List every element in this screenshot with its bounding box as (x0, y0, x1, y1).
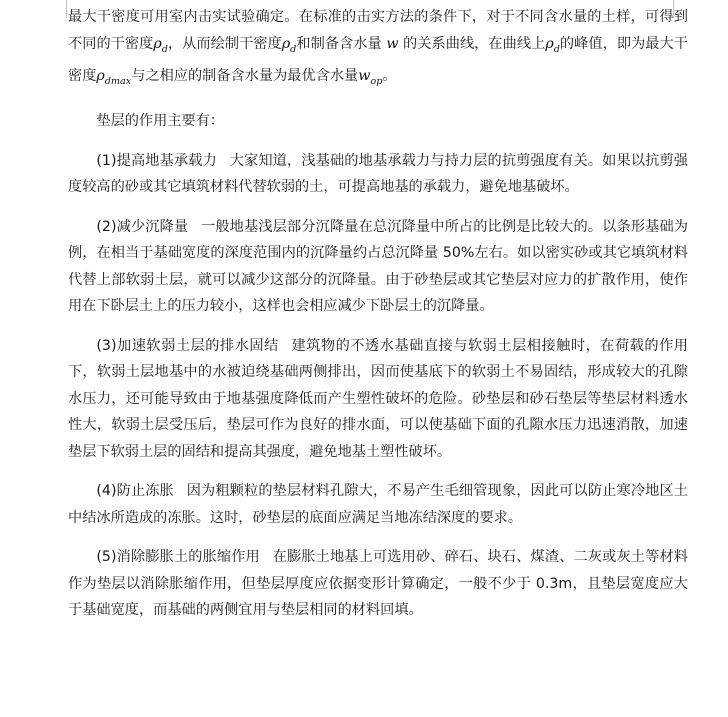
intro-text-1: 最大干密度可用室内击实试验确定。在标准的击实方法的条件下，对于不同含水量的土样，可得到不同的干密度 (68, 9, 688, 52)
item-term: (2)减少沉降量 (96, 218, 189, 235)
intro-paragraph (68, 4, 688, 95)
item-term: (5)消除膨胀土的胀缩作用 (96, 549, 260, 566)
w-symbol: w (386, 35, 399, 52)
item-body: 大家知道，浅基础的地基承载力与持力层的抗剪强度有关。如果以抗剪强度较高的砂或其它填筑材料代替软弱的土，可提高地基的承载力，避免地基破坏。 (68, 152, 688, 196)
intro-text-7: 。 (382, 67, 397, 84)
rho-d-symbol: $\rho_d$ (281, 35, 297, 55)
intro-text-4: 的关系曲线，在曲线上 (403, 35, 546, 52)
item-body: 在膨胀土地基上可选用砂、碎石、块石、煤渣、二灰或灰土等材料作为垫层以消除胀缩作用，但垫层厚度应依据变形计算确定，一般不少于 0.3m，且垫层宽度应大于基础宽度，而基础的两侧宜用与垫层相同的材料回填。 (68, 549, 688, 619)
rho-dmax-symbol: $\rho_{dmax}$ (96, 67, 132, 87)
page-corner-mark-left (48, 0, 67, 18)
lead-paragraph: 垫层的作用主要有： (96, 113, 225, 130)
item-paragraph-5 (68, 544, 688, 624)
item-term: (4)防止冻胀 (96, 483, 174, 500)
rho-d-symbol: $\rho_d$ (153, 35, 168, 55)
item-term: (1)提高地基承载力 (96, 152, 217, 169)
document-page (68, 4, 688, 624)
item-term: (3)加速软弱土层的排水固结 (96, 337, 279, 354)
item-paragraph-2 (68, 214, 688, 320)
item-body: 因为粗颗粒的垫层材料孔隙大，不易产生毛细管现象，因此可以防止寒冷地区土中结冰所造成的冻胀。这时，砂垫层的底面应满足当地冻结深度的要求。 (68, 483, 688, 526)
item-paragraph-3 (68, 333, 688, 466)
item-paragraph-4 (68, 478, 688, 531)
intro-text-5: 的峰值，即为最大干密度 (68, 35, 688, 84)
item-paragraph-1 (68, 148, 688, 201)
intro-text-6: 与之相应的制备含水量为最优含水量 (131, 67, 359, 84)
item-body: 建筑物的不透水基础直接与软弱土层相接触时，在荷载的作用下，软弱土层地基中的水被迫绕基础两侧排出，因而使基底下的软弱土不易固结，形成较大的孔隙水压力，还可能导致由于地基强度降低而产生塑性破坏的危险。砂垫层和砂石垫层等垫层材料透水性大，软弱土层受压后，垫层可作为良好的排水面，可以使基础下面的孔隙水压力迅速消散，加速垫层下软弱土层的固结和提高其强度，避免地基土塑性破坏。 (68, 337, 688, 460)
rho-d-symbol: $\rho_d$ (545, 35, 560, 55)
intro-text-3: 和制备含水量 (296, 35, 382, 52)
intro-text-2: ，从而绘制干密度 (167, 35, 282, 52)
w-op-symbol: $w_{op}$ (358, 67, 383, 87)
item-body: 一般地基浅层部分沉降量在总沉降量中所占的比例是比较大的。以条形基础为例，在相当于基础宽度的深度范围内的沉降量约占总沉降量 50%左右。如以密实砂或其它填筑材料代替上部软弱土层，就可以减少这部分的沉降量。由于砂垫层或其它垫层对应力的扩散作用，使作用在下卧层土上的压力较小，这样也会相应减少下卧层土的沉降量。 (68, 218, 688, 315)
